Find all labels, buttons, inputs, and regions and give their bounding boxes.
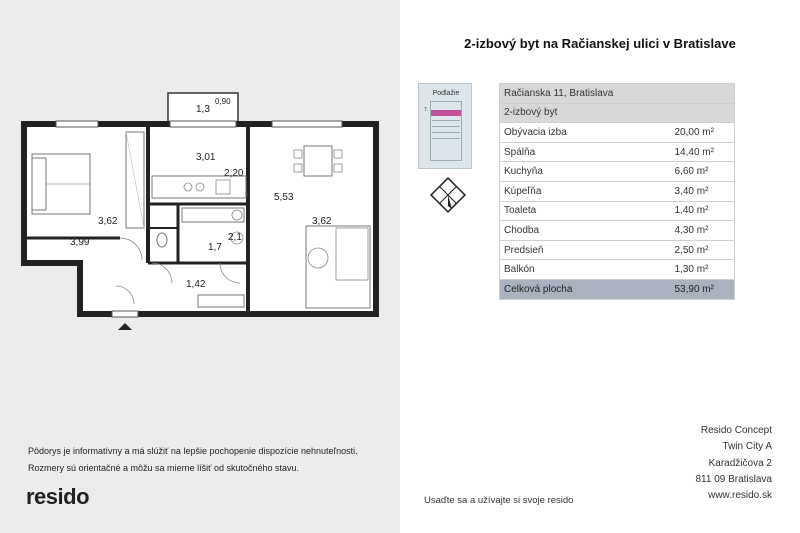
street: Karadžičova 2 bbox=[708, 457, 772, 469]
address-cell: Račianska 11, Bratislava bbox=[500, 84, 735, 104]
room-area: 2,50 m² bbox=[671, 240, 735, 260]
building-name: Twin City A bbox=[722, 441, 772, 453]
table-row bbox=[500, 260, 735, 280]
dim-living-width: 3,62 bbox=[312, 216, 332, 227]
room-area: 1,30 m² bbox=[671, 260, 735, 280]
current-floor-highlight bbox=[431, 110, 461, 116]
table-row bbox=[500, 201, 735, 221]
building-icon bbox=[430, 101, 462, 161]
address-row bbox=[500, 84, 735, 104]
balcony-width-label: 1,3 bbox=[196, 104, 210, 115]
total-area: 53,90 m² bbox=[671, 279, 735, 299]
dim-bath-depth: 2,1 bbox=[228, 232, 242, 243]
resido-logo: resido bbox=[26, 484, 90, 509]
compass-icon bbox=[428, 175, 468, 215]
room-area: 4,30 m² bbox=[671, 221, 735, 241]
room-name: Toaleta bbox=[500, 201, 671, 221]
disclaimer-line-2: Rozmery sú orientačné a môžu sa mierne líšiť od skutočného stavu. bbox=[28, 463, 300, 473]
floor-number: 7. bbox=[424, 107, 429, 113]
dim-kitchen: 3,01 bbox=[196, 152, 216, 163]
table-row bbox=[500, 162, 735, 182]
page-title: 2-izbový byt na Račianskej ulici v Bratislave bbox=[464, 36, 736, 51]
disclaimer-line-1: Pôdorys je informatívny a má slúžiť na lepšie pochopenie dispozície nehnuteľnosti. bbox=[28, 446, 358, 456]
table-row bbox=[500, 142, 735, 162]
table-row bbox=[500, 181, 735, 201]
dining-table bbox=[304, 146, 332, 176]
room-area: 6,60 m² bbox=[671, 162, 735, 182]
room-area: 3,40 m² bbox=[671, 181, 735, 201]
city: 811 09 Bratislava bbox=[695, 473, 772, 485]
room-area: 20,00 m² bbox=[671, 123, 735, 143]
type-row bbox=[500, 103, 735, 123]
dim-bedroom-width: 3,62 bbox=[98, 216, 118, 227]
type-cell: 2-izbový byt bbox=[500, 103, 735, 123]
floor-indicator bbox=[418, 83, 472, 169]
dim-living-depth: 5,53 bbox=[274, 192, 294, 203]
room-name: Obývacia izba bbox=[500, 123, 671, 143]
room-name: Kúpeľňa bbox=[500, 181, 671, 201]
room-area: 14,40 m² bbox=[671, 142, 735, 162]
room-name: Spálňa bbox=[500, 142, 671, 162]
entrance bbox=[112, 311, 138, 317]
floor-plan-drawing bbox=[20, 88, 380, 333]
entrance-arrow-icon bbox=[118, 323, 132, 330]
contact-address bbox=[695, 423, 772, 504]
room-name: Kuchyňa bbox=[500, 162, 671, 182]
balcony-depth-label: 0,90 bbox=[215, 97, 231, 106]
floor-label: Podlažie bbox=[432, 90, 460, 97]
total-label: Celková plocha bbox=[500, 279, 671, 299]
table-row bbox=[500, 240, 735, 260]
total-row bbox=[500, 279, 735, 299]
dim-bath: 1,7 bbox=[208, 242, 222, 253]
dim-kitchen-depth: 2,20 bbox=[224, 168, 244, 179]
disclaimer bbox=[28, 443, 358, 477]
apartment-info-table bbox=[499, 83, 735, 300]
dim-hall: 1,42 bbox=[186, 279, 206, 290]
slogan: Usaďte sa a užívajte si svoje resido bbox=[424, 495, 574, 506]
table-row bbox=[500, 123, 735, 143]
room-area: 1,40 m² bbox=[671, 201, 735, 221]
company-name: Resido Concept bbox=[700, 425, 772, 436]
room-name: Balkón bbox=[500, 260, 671, 280]
room-name: Predsieň bbox=[500, 240, 671, 260]
website-link[interactable]: www.resido.sk bbox=[708, 490, 772, 502]
table-row bbox=[500, 221, 735, 241]
room-name: Chodba bbox=[500, 221, 671, 241]
floor-plan bbox=[20, 88, 380, 333]
dim-bedroom-depth: 3,99 bbox=[70, 237, 90, 248]
